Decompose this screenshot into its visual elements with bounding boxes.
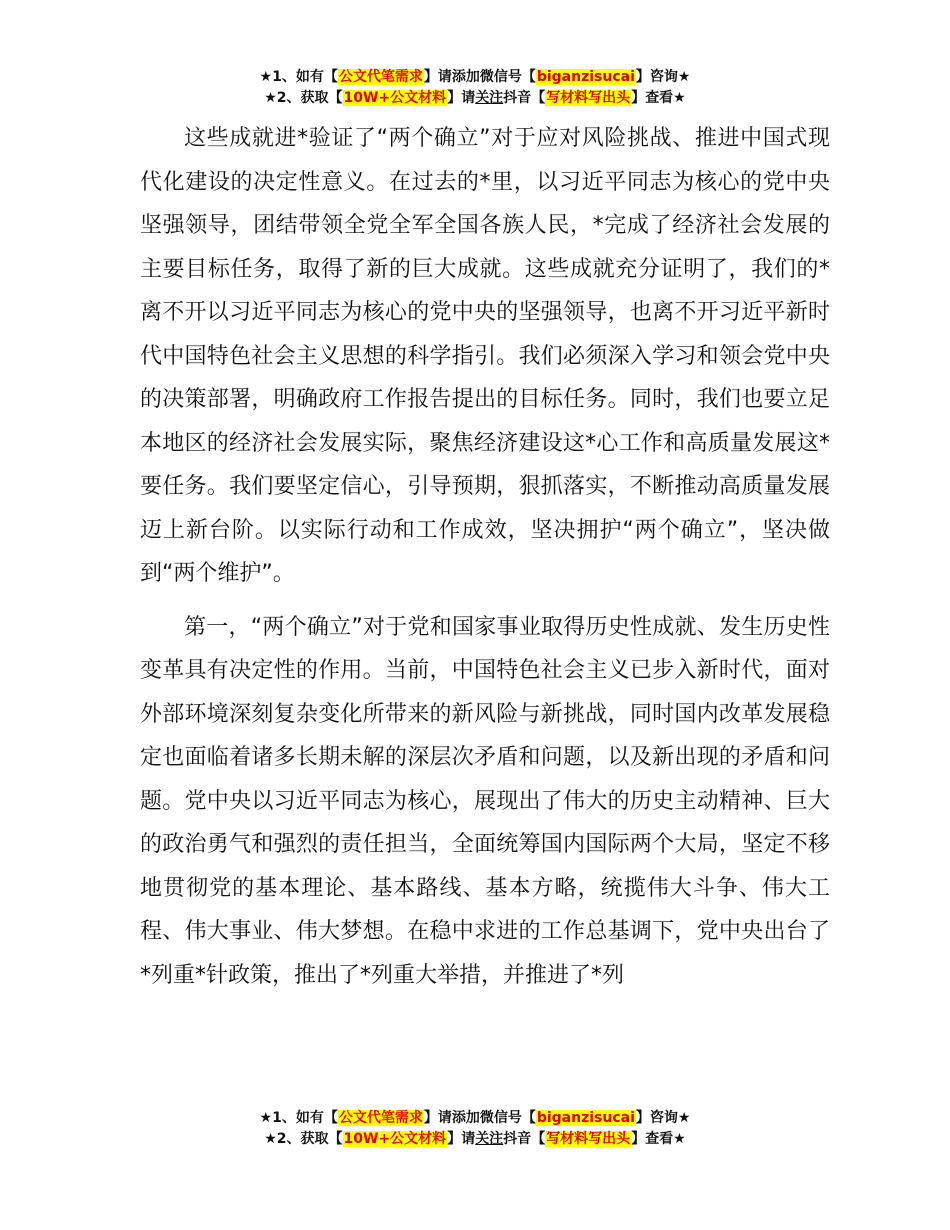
- banner-line-1-suffix: 咨询★: [649, 69, 691, 85]
- banner-line-1-middle: 请添加微信号: [437, 69, 522, 85]
- highlight-account-name: 写材料写出头: [546, 90, 631, 106]
- header-banner: [0, 67, 950, 109]
- banner-line-2-platform: 抖音: [503, 90, 532, 106]
- bracket-open: 【: [323, 1110, 338, 1126]
- highlight-wechat-id: biganzisucai: [536, 1110, 635, 1126]
- banner-line-2-suffix: 查看★: [645, 1131, 686, 1147]
- banner-line-2: [0, 88, 950, 109]
- bracket-open: 【: [323, 69, 338, 85]
- bracket-close: 】: [423, 1110, 438, 1126]
- banner-line-2-platform: 抖音: [503, 1131, 532, 1147]
- banner-line-1-middle: 请添加微信号: [437, 1110, 522, 1126]
- bracket-open: 【: [521, 69, 536, 85]
- highlight-ghostwriting-service: 公文代笔需求: [338, 1110, 423, 1126]
- bracket-open: 【: [521, 1110, 536, 1126]
- banner-line-1: [0, 67, 950, 88]
- body-paragraph: 第一，“两个确立”对于党和国家事业取得历史性成就、发生历史性变革具有决定性的作用。当前，中国特色社会主义已步入新时代，面对外部环境深刻复杂变化所带来的新风险与新挑战，同时国内改革发展稳定也面临着诸多长期未解的深层次矛盾和问题，以及新出现的矛盾和问题。党中央以习近平同志为核心，展现出了伟大的历史主动精神、巨大的政治勇气和强烈的责任担当，全面统筹国内国际两个大局，坚定不移地贯彻党的基本理论、基本路线、基本方略，统揽伟大斗争、伟大工程、伟大事业、伟大梦想。在稳中求进的工作总基调下，党中央出台了*列重*针政策，推出了*列重大举措，并推进了*列: [140, 614, 830, 988]
- banner-line-2-middle: 请: [461, 90, 476, 106]
- body-paragraph: 这些成就进*验证了“两个确立”对于应对风险挑战、推进中国式现代化建设的决定性意义。在过去的*里，以习近平同志为核心的党中央坚强领导，团结带领全党全军全国各族人民，*完成了经济社会发展的主要目标任务，取得了新的巨大成就。这些成就充分证明了，我们的*离不开以习近平同志为核心的党中央的坚强领导，也离不开习近平新时代中国特色社会主义思想的科学指引。我们必须深入学习和领会党中央的决策部署，明确政府工作报告提出的目标任务。同时，我们也要立足本地区的经济社会发展实际，聚焦经济建设这*心工作和高质量发展这*要任务。我们要坚定信心，引导预期，狠抓落实，不断推动高质量发展迈上新台阶。以实际行动和工作成效，坚决拥护“两个确立”，坚决做到“两个维护”。: [140, 126, 830, 586]
- bracket-close: 】: [635, 1110, 650, 1126]
- underlined-follow: 关注: [475, 90, 504, 106]
- bracket-close: 】: [447, 1131, 462, 1147]
- banner-line-2-prefix: ★2、获取: [264, 90, 329, 106]
- banner-line-2-prefix: ★2、获取: [264, 1131, 329, 1147]
- banner-line-2-middle: 请: [461, 1131, 476, 1147]
- bracket-open: 【: [328, 1131, 343, 1147]
- bracket-close: 】: [631, 1131, 646, 1147]
- banner-line-1-prefix: ★1、如有: [259, 1110, 324, 1126]
- banner-line-2: [0, 1129, 950, 1150]
- banner-line-2-suffix: 查看★: [645, 90, 686, 106]
- highlight-account-name: 写材料写出头: [546, 1131, 631, 1147]
- bracket-close: 】: [423, 69, 438, 85]
- document-body: [140, 117, 830, 997]
- highlight-materials: 10W+公文材料: [343, 90, 447, 106]
- highlight-materials: 10W+公文材料: [343, 1131, 447, 1147]
- bracket-close: 】: [635, 69, 650, 85]
- underlined-follow: 关注: [475, 1131, 504, 1147]
- bracket-open: 【: [328, 90, 343, 106]
- banner-line-1-prefix: ★1、如有: [259, 69, 324, 85]
- banner-line-1-suffix: 咨询★: [649, 1110, 691, 1126]
- footer-banner: [0, 1108, 950, 1150]
- bracket-open: 【: [531, 1131, 546, 1147]
- highlight-wechat-id: biganzisucai: [536, 69, 635, 85]
- highlight-ghostwriting-service: 公文代笔需求: [338, 69, 423, 85]
- banner-line-1: [0, 1108, 950, 1129]
- bracket-open: 【: [531, 90, 546, 106]
- bracket-close: 】: [447, 90, 462, 106]
- bracket-close: 】: [631, 90, 646, 106]
